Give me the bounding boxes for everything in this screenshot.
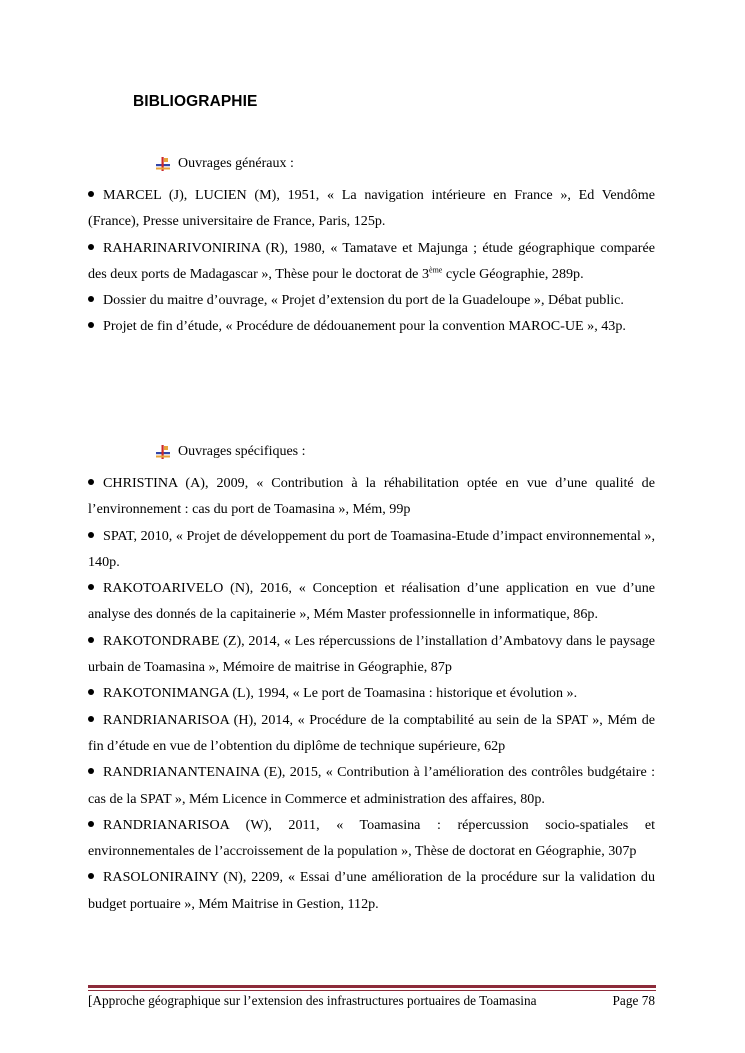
bullet-icon xyxy=(88,768,94,774)
section-heading xyxy=(88,443,655,461)
section-heading xyxy=(88,155,655,173)
bibliography-entry xyxy=(88,287,655,313)
bullet-icon xyxy=(88,873,94,879)
bibliography-entry xyxy=(88,759,655,812)
bullet-icon xyxy=(88,322,94,328)
bullet-icon xyxy=(88,821,94,827)
bibliography-entry xyxy=(88,313,655,339)
entry-text: RANDRIANANTENAINA (E), 2015, « Contribution à l’amélioration des contrôles budgétaire : cas de la SPAT », Mém Licence in Commerce et administration des affaires, 80p. xyxy=(88,764,655,807)
bibliography-entry xyxy=(88,182,655,235)
entry-text: MARCEL (J), LUCIEN (M), 1951, « La navigation intérieure en France », Ed Vendôme (France), Presse universitaire de France, Paris, 125p. xyxy=(88,187,655,230)
bullet-icon xyxy=(88,244,94,250)
page-title: BIBLIOGRAPHIE xyxy=(133,93,258,110)
entry-text: RASOLONIRAINY (N), 2209, « Essai d’une amélioration de la procédure sur la validation du budget portuaire », Mém Maitrise in Gestion, 112p. xyxy=(88,869,655,912)
entry-text-continued: cycle Géographie, 289p. xyxy=(442,265,584,282)
entry-text: RANDRIANARISOA (W), 2011, « Toamasina : répercussion socio-spatiales et environnementales de l’accroissement de la population », Thèse de doctorat en Géographie, 307p xyxy=(88,816,655,860)
bullet-icon xyxy=(88,191,94,197)
bullet-icon xyxy=(88,637,94,643)
bibliography-entry xyxy=(88,235,655,288)
bullet-icon xyxy=(88,584,94,590)
section-specific-works xyxy=(88,443,655,917)
bullet-arrow-icon xyxy=(156,445,170,459)
footer-rule-thin xyxy=(88,990,656,991)
entry-text: CHRISTINA (A), 2009, « Contribution à la réhabilitation optée en vue d’une qualité de l’environnement : cas du port de Toamasina », Mém, 99p xyxy=(88,475,655,518)
entry-text: RAKOTONDRABE (Z), 2014, « Les répercussions de l’installation d’Ambatovy dans le paysage urbain de Toamasina », Mémoire de maitrise in Géographie, 87p xyxy=(88,632,655,676)
bullet-icon xyxy=(88,479,94,485)
entry-text: RAKOTOARIVELO (N), 2016, « Conception et réalisation d’une application en vue d’une analyse des donnés de la capitainerie », Mém Master professionnelle in informatique, 86p. xyxy=(88,580,655,623)
entry-text: Dossier du maitre d’ouvrage, « Projet d’extension du port de la Guadeloupe », Débat public. xyxy=(103,292,624,309)
bibliography-entry xyxy=(88,575,655,628)
entry-superscript: ème xyxy=(429,265,443,275)
section-heading-label: Ouvrages spécifiques : xyxy=(178,444,306,459)
bibliography-entry xyxy=(88,470,655,523)
bullet-icon xyxy=(88,716,94,722)
bullet-icon xyxy=(88,689,94,695)
bibliography-entry xyxy=(88,680,655,706)
entry-text: RANDRIANARISOA (H), 2014, « Procédure de la comptabilité au sein de la SPAT », Mém de fin d’étude en vue de l’obtention du diplôme de technique supérieure, 62p xyxy=(88,711,655,754)
bibliography-entry xyxy=(88,707,655,760)
footer-rule xyxy=(88,985,656,988)
bullet-icon xyxy=(88,296,94,302)
bibliography-entry xyxy=(88,864,655,917)
page-number: Page 78 xyxy=(612,993,655,1008)
bullet-arrow-icon xyxy=(156,157,170,171)
bibliography-entry xyxy=(88,812,655,865)
footer-running-title: [Approche géographique sur l’extension des infrastructures portuaires de Toamasina xyxy=(88,993,537,1008)
section-heading-label: Ouvrages généraux : xyxy=(178,156,294,171)
bibliography-entry xyxy=(88,523,655,576)
entry-text: SPAT, 2010, « Projet de développement du port de Toamasina-Etude d’impact environnemental », 140p. xyxy=(88,527,655,570)
entry-text: RAHARINARIVONIRINA (R), 1980, « Tamatave et Majunga ; étude géographique comparée des deux ports de Madagascar », Thèse pour le doctorat de 3 xyxy=(88,239,655,282)
section-general-works xyxy=(88,155,655,340)
bibliography-entry xyxy=(88,628,655,681)
bibliography-list xyxy=(88,182,655,340)
bullet-icon xyxy=(88,532,94,538)
bibliography-list xyxy=(88,470,655,917)
entry-text: Projet de fin d’étude, « Procédure de dédouanement pour la convention MAROC-UE », 43p. xyxy=(103,318,626,335)
entry-text: RAKOTONIMANGA (L), 1994, « Le port de Toamasina : historique et évolution ». xyxy=(103,685,578,702)
